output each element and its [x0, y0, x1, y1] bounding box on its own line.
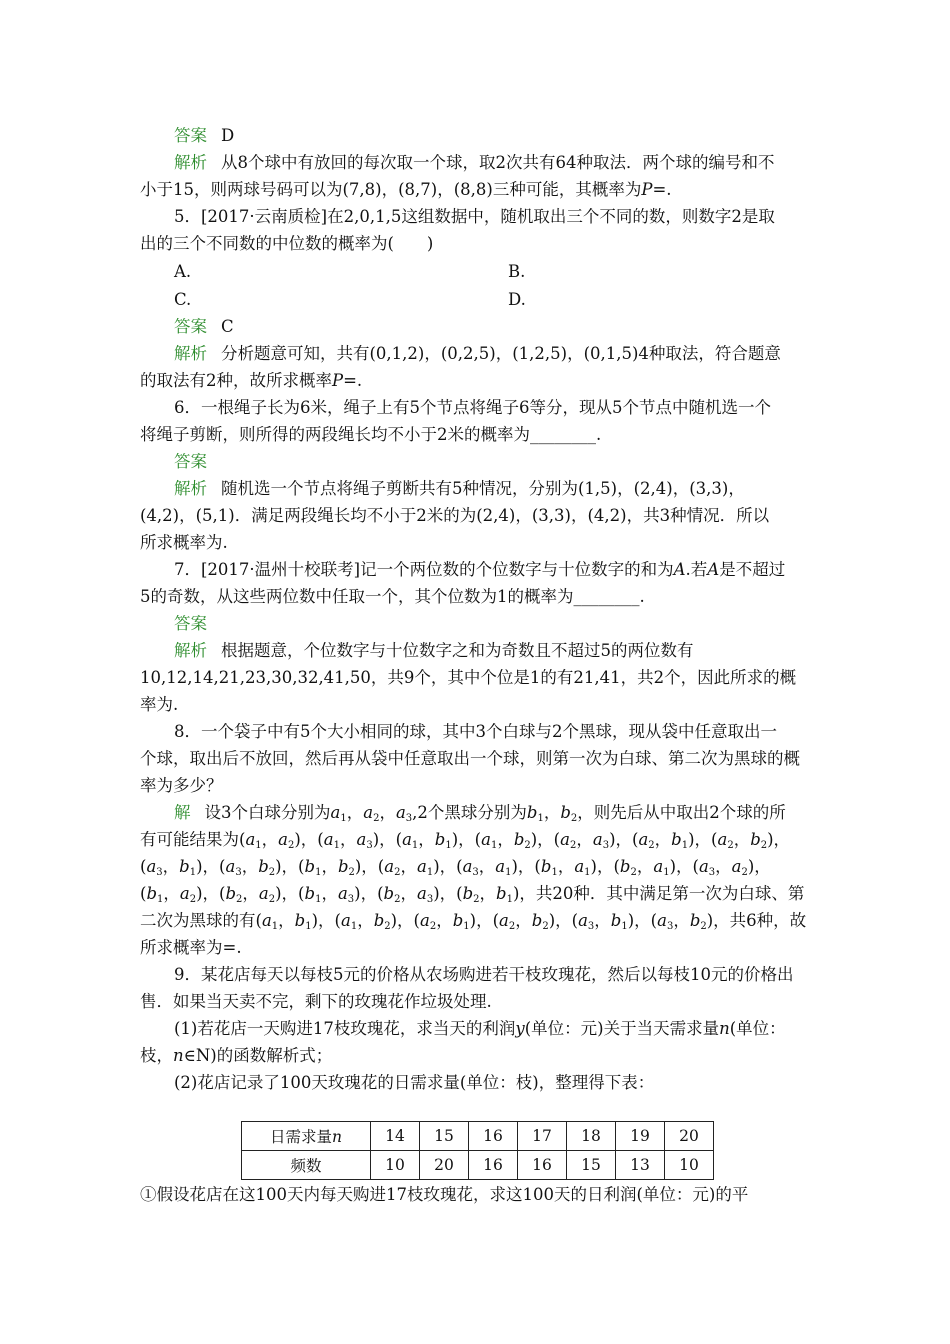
answer-value: C [221, 317, 234, 336]
option-a: A. [174, 262, 192, 281]
text-line: 二次为黑球的有($a_1$，$b_1$)，($a_1$，$b_2$)，($a_2$，$b_1$)，($a_2$，$b_2$)，($a_3$，$b_1$)，($a_3$，$b_2$)，共6种，故 [140, 911, 807, 932]
option-d: D. [508, 290, 526, 309]
analysis-label: 解析 [174, 641, 207, 660]
table-cell: 10 [371, 1151, 420, 1180]
table-cell: 14 [371, 1122, 420, 1151]
question-5: 5．[2017·云南质检]在2,0,1,5这组数据中，随机取出三个不同的数，则数字2是取 [174, 207, 775, 226]
analysis-label: 解析 [174, 153, 207, 172]
answer-value: D [221, 126, 235, 145]
text-line: 率为. [140, 695, 179, 714]
answer-label: 答案 [174, 614, 207, 633]
analysis-line [174, 637, 820, 664]
answer-line-q7 [174, 610, 820, 637]
solution-line: 解 设3个白球分别为$a_1$，$a_2$，$a_3,2$个黑球分别为$b_1$，$b_2$，则先后从中取出2个球的所 [174, 803, 786, 824]
table-cell: 15 [420, 1122, 469, 1151]
text-line: 所求概率为=. [140, 938, 242, 957]
table-cell: 18 [567, 1122, 616, 1151]
text-line: 将绳子剪断，则所得的两段绳长均不小于2米的概率为________. [140, 425, 602, 444]
analysis-text: 随机选一个节点将绳子剪断共有5种情况，分别为(1,5)，(2,4)，(3,3)， [221, 479, 745, 498]
table-cell: 20 [420, 1151, 469, 1180]
option-c: C. [174, 290, 192, 309]
analysis-line [174, 340, 820, 367]
text-line: 出的三个不同数的中位数的概率为( ) [140, 234, 434, 253]
text-line: ($b_1$，$a_2$)，($b_2$，$a_2$)，($b_1$，$a_3$)，($b_2$，$a_3$)，($b_2$，$b_1$)，共20种．其中满足第一次为白球、第 [140, 884, 805, 905]
table-header-demand: 日需求量n [242, 1122, 371, 1151]
text-line: ($a_3$，$b_1$)，($a_3$，$b_2$)，($b_1$，$b_2$)，($a_2$，$a_1$)，($a_3$，$a_1$)，($b_1$，$a_1$)，($b_2$，$a_1$)，($a_3$，$a_2$)， [140, 857, 771, 878]
analysis-text: 分析题意可知，共有(0,1,2)，(0,2,5)，(1,2,5)，(0,1,5)4种取法，符合题意 [221, 344, 781, 363]
text-line: 有可能结果为($a_1$，$a_2$)，($a_1$，$a_3$)，($a_1$，$b_1$)，($a_1$，$b_2$)，($a_2$，$a_3$)，($a_2$，$b_1$)，($a_2$，$b_2$)， [140, 830, 791, 851]
question-6: 6．一根绳子长为6米，绳子上有5个节点将绳子6等分，现从5个节点中随机选一个 [174, 398, 771, 417]
text-line: 小于15，则两球号码可以为(7,8)，(8,7)，(8,8)三种可能，其概率为P=. [140, 180, 672, 199]
table-cell: 16 [469, 1151, 518, 1180]
question-9: 9．某花店每天以每枝5元的价格从农场购进若干枝玫瑰花，然后以每枝10元的价格出 [174, 965, 794, 984]
table-cell: 19 [616, 1122, 665, 1151]
solution-label: 解 [174, 803, 191, 822]
analysis-text: 根据题意，个位数字与十位数字之和为奇数且不超过5的两位数有 [221, 641, 694, 660]
option-b: B. [508, 262, 526, 281]
analysis-line [174, 475, 820, 502]
subquestion-2: (2)花店记录了100天玫瑰花的日需求量(单位：枝)，整理得下表： [174, 1073, 655, 1092]
answer-label: 答案 [174, 317, 207, 336]
text-line: 率为多少？ [140, 776, 223, 795]
question-8: 8．一个袋子中有5个大小相同的球，其中3个白球与2个黑球，现从袋中任意取出一 [174, 722, 777, 741]
table-cell: 20 [665, 1122, 714, 1151]
table-header-frequency: 频数 [242, 1151, 371, 1180]
text-line: (4,2)，(5,1)．满足两段绳长均不小于2米的为(2,4)，(3,3)，(4,2)，共3种情况．所以 [140, 506, 770, 525]
table-cell: 16 [469, 1122, 518, 1151]
answer-line-q6 [174, 448, 820, 475]
analysis-line [174, 149, 820, 176]
subquestion-1: (1)若花店一天购进17枝玫瑰花，求当天的利润y(单位：元)关于当天需求量n(单位： [174, 1019, 786, 1038]
answer-line-q5 [174, 313, 820, 340]
text-line: 10,12,14,21,23,30,32,41,50，共9个，其中个位是1的有21,41，共2个，因此所求的概 [140, 668, 797, 687]
text-line: 枝，n∈N)的函数解析式； [140, 1046, 333, 1065]
table-row [242, 1151, 714, 1180]
table-cell: 15 [567, 1151, 616, 1180]
text-line: 5的奇数，从这些两位数中任取一个，其个位数为1的概率为________. [140, 587, 645, 606]
answer-line-q4 [174, 122, 820, 149]
table-cell: 10 [665, 1151, 714, 1180]
answer-label: 答案 [174, 452, 207, 471]
table-cell: 16 [518, 1151, 567, 1180]
table-row [242, 1122, 714, 1151]
subquestion-2-part-1: ①假设花店在这100天内每天购进17枝玫瑰花，求这100天的日利润(单位：元)的平 [140, 1185, 749, 1204]
demand-frequency-table [241, 1121, 714, 1180]
analysis-label: 解析 [174, 344, 207, 363]
question-7: 7．[2017·温州十校联考]记一个两位数的个位数字与十位数字的和为A.若A是不超过 [174, 560, 786, 579]
answer-label: 答案 [174, 126, 207, 145]
text-line: 的取法有2种，故所求概率P=. [140, 371, 363, 390]
analysis-label: 解析 [174, 479, 207, 498]
text-line: 售．如果当天卖不完，剩下的玫瑰花作垃圾处理. [140, 992, 492, 1011]
analysis-text: 从8个球中有放回的每次取一个球，取2次共有64种取法．两个球的编号和不 [221, 153, 775, 172]
table-cell: 13 [616, 1151, 665, 1180]
table-cell: 17 [518, 1122, 567, 1151]
text-line: 所求概率为. [140, 533, 228, 552]
text-line: 个球，取出后不放回，然后再从袋中任意取出一个球，则第一次为白球、第二次为黑球的概 [140, 749, 800, 768]
